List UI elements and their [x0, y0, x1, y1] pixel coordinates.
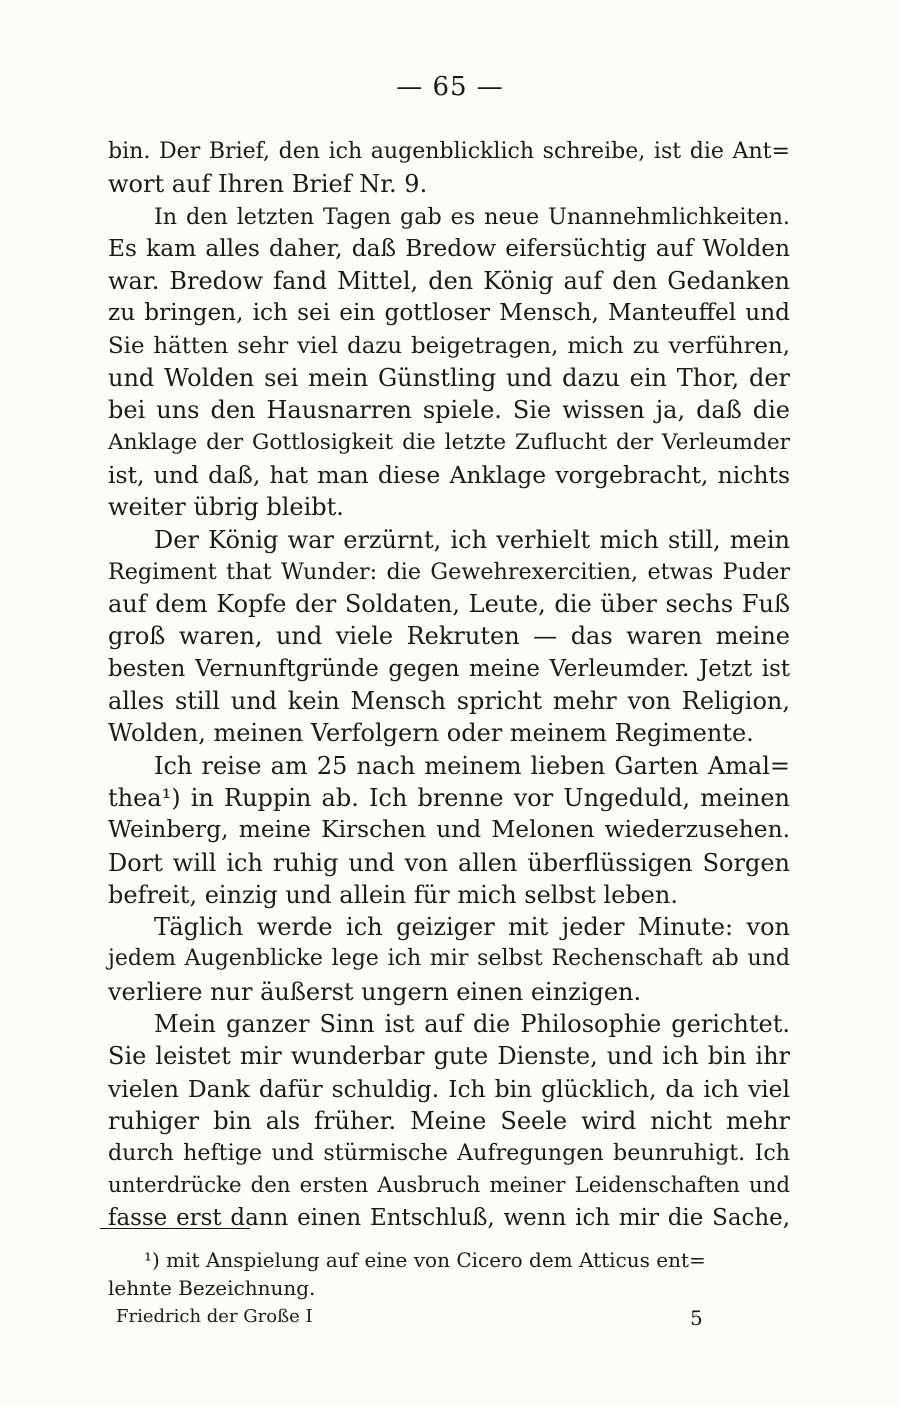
text-line: Sie hätten sehr viel dazu beigetragen, mich zu verführen,: [108, 332, 790, 359]
text-line: unterdrücke den ersten Ausbruch meiner Leidenschaften und: [108, 1172, 790, 1198]
text-line: wort auf Ihren Brief Nr. 9.: [108, 170, 428, 199]
footnote-line: ¹) mit Anspielung auf eine von Cicero dem Atticus ent=: [144, 1248, 706, 1272]
text-line: vielen Dank dafür schuldig. Ich bin glücklich, da ich viel: [108, 1074, 790, 1103]
text-line: zu bringen, ich sei ein gottloser Mensch, Manteuffel und: [108, 299, 790, 327]
body-text: [108, 136, 790, 1234]
text-line: In den letzten Tagen gab es neue Unannehmlichkeiten.: [154, 203, 790, 230]
footnote-line: lehnte Bezeichnung.: [108, 1276, 316, 1300]
text-line: Mein ganzer Sinn ist auf die Philosophie gerichtet.: [154, 1010, 790, 1039]
footnote-rule: [100, 1228, 250, 1229]
text-line: alles still und kein Mensch spricht mehr von Religion,: [108, 687, 790, 716]
text-line: verliere nur äußerst ungern einen einzigen.: [108, 977, 642, 1006]
text-line: Weinberg, meine Kirschen und Melonen wiederzusehen.: [108, 816, 790, 844]
text-line: thea¹) in Ruppin ab. Ich brenne vor Ungeduld, meinen: [108, 783, 790, 812]
signature-number: 5: [690, 1306, 703, 1330]
text-line: Sie leistet mir wunderbar gute Dienste, und ich bin ihr: [108, 1042, 790, 1071]
text-line: weiter übrig bleibt.: [108, 493, 344, 522]
text-line: Regiment that Wunder: die Gewehrexercitien, etwas Puder: [108, 558, 790, 585]
text-line: Dort will ich ruhig und von allen überflüssigen Sorgen: [108, 848, 790, 877]
text-line: bin. Der Brief, den ich augenblicklich schreibe, ist die Ant=: [108, 139, 790, 164]
text-line: bei uns den Hausnarren spiele. Sie wissen ja, daß die: [108, 396, 790, 425]
text-line: fasse erst dann einen Entschluß, wenn ich mir die Sache,: [108, 1204, 790, 1231]
text-line: groß waren, und viele Rekruten — das waren meine: [108, 622, 790, 651]
text-line: und Wolden sei mein Günstling und dazu ein Thor, der: [108, 364, 790, 393]
text-line: Wolden, meinen Verfolgern oder meinem Regimente.: [108, 719, 754, 748]
text-line: ist, und daß, hat man diese Anklage vorgebracht, nichts: [108, 460, 790, 489]
text-line: Ich reise am 25 nach meinem lieben Garten Amal=: [154, 751, 790, 780]
text-line: besten Vernunftgründe gegen meine Verleumder. Jetzt ist: [108, 655, 790, 682]
footnote: [108, 1246, 788, 1302]
text-line: Anklage der Gottlosigkeit die letzte Zuflucht der Verleumder: [108, 429, 790, 455]
text-line: Es kam alles daher, daß Bredow eifersüchtig auf Wolden: [108, 234, 790, 262]
printer-signature: Friedrich der Große I: [116, 1306, 313, 1327]
text-line: war. Bredow fand Mittel, den König auf den Gedanken: [108, 267, 790, 296]
page-number: — 65 —: [396, 72, 504, 102]
text-line: befreit, einzig und allein für mich selbst leben.: [108, 880, 678, 909]
text-line: auf dem Kopfe der Soldaten, Leute, die über sechs Fuß: [108, 590, 790, 619]
text-line: jedem Augenblicke lege ich mir selbst Rechenschaft ab und: [108, 946, 790, 972]
text-line: durch heftige und stürmische Aufregungen beunruhigt. Ich: [108, 1140, 790, 1167]
text-line: ruhiger bin als früher. Meine Seele wird nicht mehr: [108, 1106, 790, 1135]
text-line: Der König war erzürnt, ich verhielt mich still, mein: [154, 525, 790, 554]
text-line: Täglich werde ich geiziger mit jeder Minute: von: [154, 913, 790, 942]
